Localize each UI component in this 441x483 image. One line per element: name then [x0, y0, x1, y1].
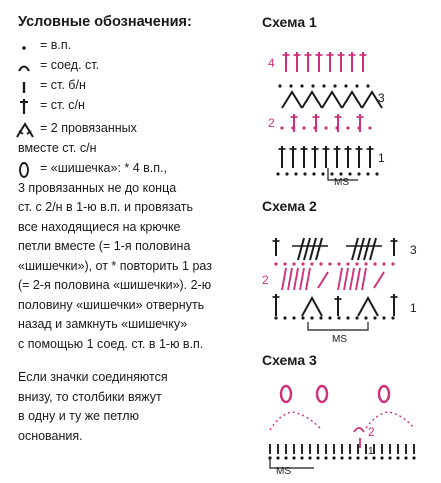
chain-stitch-icon — [292, 262, 295, 265]
legend-text-cluster-2: вместе ст. с/н — [18, 141, 97, 155]
legend-text-bobble-1: = «шишечка»: * 4 в.п., — [40, 160, 167, 175]
schema-1-stitches — [276, 52, 382, 176]
fan-stitch-icon — [358, 238, 364, 260]
schema-3-ms: MS — [276, 466, 291, 477]
bobble-line: назад и замкнуть «шишечку» — [18, 317, 188, 331]
fan-stitch-icon — [316, 238, 322, 260]
chain-stitch-icon — [339, 172, 342, 175]
chain-stitch-icon — [382, 316, 385, 319]
cluster-stitch-icon — [302, 298, 322, 316]
note-line: внизу, то столбики вяжут — [18, 389, 162, 404]
schema-1-row-4: 4 — [268, 56, 275, 70]
chain-stitch-icon — [396, 456, 399, 459]
chain-stitch-icon — [300, 84, 303, 87]
chain-stitch-icon — [330, 172, 333, 175]
bobble-stitch-icon — [317, 386, 327, 402]
cross-icon — [12, 96, 40, 116]
chain-stitch-icon — [355, 84, 358, 87]
bobble-line: ст. с 2/н в 1-ю в.п. и провязать — [18, 200, 194, 214]
schema-2-stitches — [273, 238, 398, 320]
chain-stitch-icon — [292, 456, 295, 459]
chain-stitch-icon — [332, 456, 335, 459]
legend-bobble-desc — [18, 179, 262, 355]
schema-1-title: Схема 1 — [262, 14, 317, 30]
schema-2-ms-bracket — [308, 322, 368, 330]
chain-stitch-icon — [274, 262, 277, 265]
fan-stitch-icon — [306, 268, 310, 290]
fan-stitch-icon — [370, 238, 376, 260]
legend-row-chain — [12, 36, 262, 56]
chain-stitch-icon — [346, 262, 349, 265]
dc-stitch-icon — [374, 272, 384, 288]
schema-1 — [262, 14, 438, 195]
cluster-stitch-icon — [342, 92, 362, 108]
legend — [12, 14, 262, 446]
arc-icon — [12, 56, 40, 76]
chain-stitch-icon — [388, 456, 391, 459]
chain-stitch-icon — [278, 84, 281, 87]
legend-text-slip: = соед. ст. — [40, 58, 100, 73]
slip-stitch-icon — [354, 428, 364, 432]
chain-stitch-icon — [316, 456, 319, 459]
chain-stitch-icon — [276, 456, 279, 459]
dc-stitch-icon — [318, 272, 328, 288]
fan-stitch-icon — [304, 238, 310, 260]
schema-1-row-3: 3 — [378, 91, 385, 105]
legend-row-double — [12, 96, 262, 116]
schema-1-ms: MS — [334, 177, 349, 188]
bobble-line: 3 провязанных не до конца — [18, 180, 177, 195]
chain-stitch-icon — [313, 126, 316, 129]
schema-2 — [262, 198, 438, 349]
chain-stitch-icon — [311, 84, 314, 87]
schema-2-title: Схема 2 — [262, 198, 317, 214]
chain-stitch-icon — [391, 316, 394, 319]
legend-text-double: = ст. с/н — [40, 98, 85, 113]
chain-stitch-icon — [340, 456, 343, 459]
bobble-line: половину «шишечки» отвернуть — [18, 297, 205, 312]
chain-stitch-icon — [337, 262, 340, 265]
chain-stitch-icon — [366, 84, 369, 87]
chain-stitch-icon — [280, 126, 283, 129]
bar-icon — [12, 76, 40, 96]
legend-text-single: = ст. б/н — [40, 78, 86, 93]
schema-1-chart — [262, 30, 438, 190]
chain-stitch-icon — [301, 316, 304, 319]
fan-stitch-icon — [298, 238, 304, 260]
legend-row-single — [12, 76, 262, 96]
note-line: в одну и ту же петлю — [18, 409, 139, 423]
chain-stitch-icon — [292, 316, 295, 319]
bobble-line: «шишечки»), от * повторить 1 раз — [18, 258, 212, 273]
chain-stitch-icon — [328, 316, 331, 319]
schema-3-title: Схема 3 — [262, 352, 317, 368]
chain-stitch-icon — [308, 456, 311, 459]
chain-stitch-icon — [300, 456, 303, 459]
bobble-stitch-icon — [281, 386, 291, 402]
chain-stitch-icon — [391, 262, 394, 265]
schema-2-row-3: 3 — [410, 243, 417, 257]
chain-stitch-icon — [312, 172, 315, 175]
chain-stitch-icon — [310, 316, 313, 319]
chain-stitch-icon — [373, 316, 376, 319]
chain-stitch-icon — [289, 84, 292, 87]
chain-stitch-icon — [294, 172, 297, 175]
fan-stitch-icon — [362, 268, 366, 290]
chain-stitch-icon — [283, 316, 286, 319]
legend-row-cluster — [12, 119, 262, 139]
chain-stitch-icon — [357, 126, 360, 129]
dot-icon — [12, 36, 40, 56]
chain-stitch-icon — [346, 316, 349, 319]
legend-text-cluster-1: = 2 провязанных — [40, 121, 137, 136]
chain-stitch-icon — [366, 172, 369, 175]
chain-stitch-icon — [346, 126, 349, 129]
bobble-line: петли вместе (= 1-я половина — [18, 239, 191, 253]
chain-stitch-icon — [344, 84, 347, 87]
legend-text-chain: = в.п. — [40, 38, 72, 53]
fan-stitch-icon — [350, 268, 354, 290]
chain-stitch-icon — [324, 456, 327, 459]
chain-stitch-icon — [322, 84, 325, 87]
schema-3-row-2: 2 — [368, 425, 375, 439]
chain-stitch-icon — [356, 456, 359, 459]
fan-stitch-icon — [282, 268, 286, 290]
legend-row-slip — [12, 56, 262, 76]
chain-stitch-icon — [380, 456, 383, 459]
bobble-line: с помощью 1 соед. ст. в 1-ю в.п. — [18, 336, 204, 351]
schema-1-row-1: 1 — [378, 151, 385, 165]
fan-stitch-icon — [310, 238, 316, 260]
chain-stitch-icon — [302, 126, 305, 129]
fan-stitch-icon — [364, 238, 370, 260]
chain-stitch-icon — [373, 262, 376, 265]
chain-stitch-icon — [364, 262, 367, 265]
chain-arc-icon — [270, 412, 320, 430]
chain-stitch-icon — [375, 172, 378, 175]
schema-2-row-2: 2 — [262, 273, 269, 287]
schema-1-row-2: 2 — [268, 116, 275, 130]
chain-stitch-icon — [301, 262, 304, 265]
chain-stitch-icon — [333, 84, 336, 87]
fan-stitch-icon — [294, 268, 298, 290]
cluster-stitch-icon — [282, 92, 302, 108]
chain-stitch-icon — [274, 316, 277, 319]
legend-note — [18, 368, 262, 446]
schema-2-row-1: 1 — [410, 301, 417, 315]
chain-stitch-icon — [355, 316, 358, 319]
chain-stitch-icon — [355, 262, 358, 265]
chain-stitch-icon — [285, 172, 288, 175]
chain-stitch-icon — [328, 262, 331, 265]
schema-3-row-1: 1 — [368, 446, 374, 457]
chain-stitch-icon — [368, 126, 371, 129]
schema-2-chart — [262, 214, 438, 344]
chain-stitch-icon — [382, 262, 385, 265]
chain-stitch-icon — [364, 316, 367, 319]
cluster-stitch-icon — [302, 92, 322, 108]
chain-stitch-icon — [303, 172, 306, 175]
chain-stitch-icon — [404, 456, 407, 459]
fan-stitch-icon — [338, 268, 342, 290]
fan-stitch-icon — [288, 268, 292, 290]
chain-stitch-icon — [321, 172, 324, 175]
bobble-line: все находящиеся на крючке — [18, 219, 181, 234]
cluster-stitch-icon — [322, 92, 342, 108]
chain-stitch-icon — [283, 262, 286, 265]
fan-stitch-icon — [352, 238, 358, 260]
schema-2-ms: MS — [332, 334, 347, 344]
chain-stitch-icon — [357, 172, 360, 175]
bobble-stitch-icon — [379, 386, 389, 402]
fan-stitch-icon — [356, 268, 360, 290]
chain-stitch-icon — [319, 316, 322, 319]
chain-stitch-icon — [324, 126, 327, 129]
note-line: основания. — [18, 428, 83, 443]
bobble-line: (= 2-я половина «шишечки»). 2-ю — [18, 278, 212, 292]
chain-stitch-icon — [412, 456, 415, 459]
chain-stitch-icon — [284, 456, 287, 459]
cluster-stitch-icon — [358, 298, 378, 316]
chain-stitch-icon — [337, 316, 340, 319]
schema-3-chart — [262, 368, 438, 478]
chain-stitch-icon — [348, 172, 351, 175]
fan-stitch-icon — [300, 268, 304, 290]
chain-stitch-icon — [310, 262, 313, 265]
schema-3 — [262, 352, 438, 483]
chain-stitch-icon — [276, 172, 279, 175]
fan-stitch-icon — [344, 268, 348, 290]
chain-stitch-icon — [348, 456, 351, 459]
legend-row-bobble — [12, 159, 262, 179]
cluster-icon — [12, 119, 40, 139]
bobble-icon — [12, 159, 40, 179]
chain-stitch-icon — [319, 262, 322, 265]
chain-stitch-icon — [335, 126, 338, 129]
note-line: Если значки соединяются — [18, 370, 168, 384]
schema-3-stitches — [268, 386, 415, 460]
legend-title: Условные обозначения: — [18, 14, 192, 30]
chain-stitch-icon — [291, 126, 294, 129]
